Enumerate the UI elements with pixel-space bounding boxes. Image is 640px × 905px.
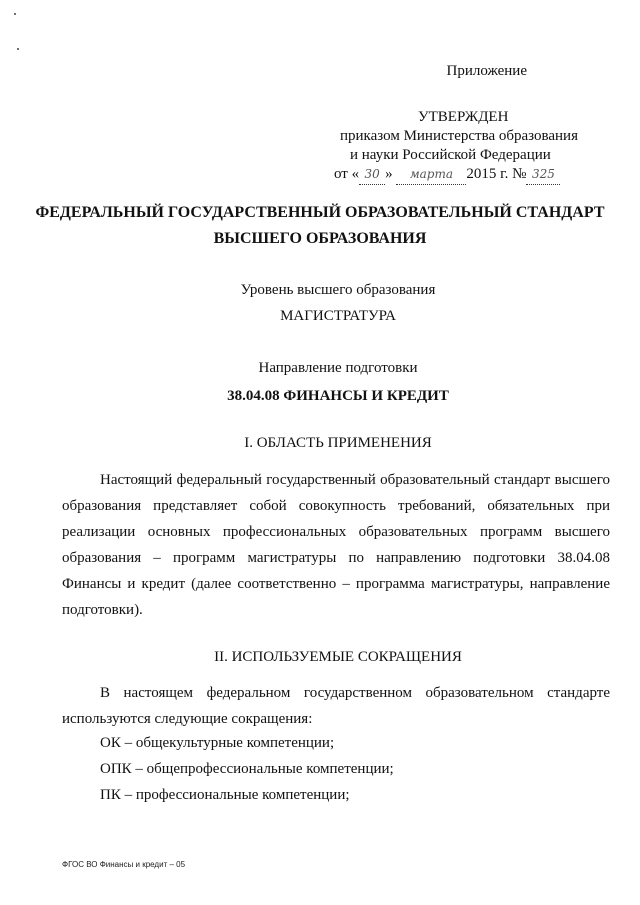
date-month: марта bbox=[396, 165, 466, 185]
date-prefix: от « bbox=[334, 166, 360, 182]
section-1-paragraph: Настоящий федеральный государственный образовательный стандарт высшего образования представляет собой совокупность требований, обязательных при реализации основных профессиональных образовательных программ высшего образования – программ магистратуры по направлению подготовки 38.04.08 Финансы и кредит (далее соответственно – программа магистратуры, направление подготовки). bbox=[62, 472, 610, 618]
section-2-heading: II. ИСПОЛЬЗУЕМЫЕ СОКРАЩЕНИЯ bbox=[214, 649, 462, 665]
order-date-line bbox=[334, 165, 578, 185]
section-2-intro-paragraph: В настоящем федеральном государственном образовательном стандарте используются следующие сокращения: bbox=[62, 685, 610, 727]
education-level bbox=[18, 277, 640, 329]
abbreviation-list bbox=[100, 730, 394, 808]
scan-speck bbox=[17, 48, 19, 50]
date-mid: » bbox=[385, 166, 393, 182]
title-line-1: ФЕДЕРАЛЬНЫЙ ГОСУДАРСТВЕННЫЙ ОБРАЗОВАТЕЛЬНЫЙ СТАНДАРТ bbox=[35, 204, 605, 221]
appendix-label: Приложение bbox=[446, 63, 527, 79]
title-line-2: ВЫСШЕГО ОБРАЗОВАНИЯ bbox=[213, 230, 427, 247]
section-1-body bbox=[62, 467, 610, 623]
standard-title bbox=[0, 200, 640, 252]
list-item: ОК – общекультурные компетенции; bbox=[100, 735, 335, 751]
list-item: ОПК – общепрофессиональные компетенции; bbox=[100, 761, 394, 777]
order-line-2: и науки Российской Федерации bbox=[350, 147, 551, 163]
training-direction-value: 38.04.08 ФИНАНСЫ И КРЕДИТ bbox=[227, 388, 449, 404]
scan-speck bbox=[14, 13, 16, 15]
education-level-value: МАГИСТРАТУРА bbox=[280, 308, 396, 324]
education-level-label: Уровень высшего образования bbox=[240, 282, 436, 298]
list-item: ПК – профессиональные компетенции; bbox=[100, 787, 350, 803]
approved-stamp-text: УТВЕРЖДЕН bbox=[418, 109, 509, 125]
page-footer: ФГОС ВО Финансы и кредит – 05 bbox=[62, 860, 186, 869]
training-direction-label: Направление подготовки bbox=[258, 360, 418, 376]
approval-block bbox=[334, 108, 578, 185]
order-number: 325 bbox=[526, 165, 560, 185]
training-direction bbox=[18, 354, 640, 410]
date-year: 2015 г. № bbox=[466, 166, 527, 182]
section-2-intro bbox=[62, 680, 610, 732]
order-line-1: приказом Министерства образования bbox=[340, 128, 578, 144]
section-1-heading: I. ОБЛАСТЬ ПРИМЕНЕНИЯ bbox=[244, 435, 432, 451]
date-day: 30 bbox=[359, 165, 385, 185]
